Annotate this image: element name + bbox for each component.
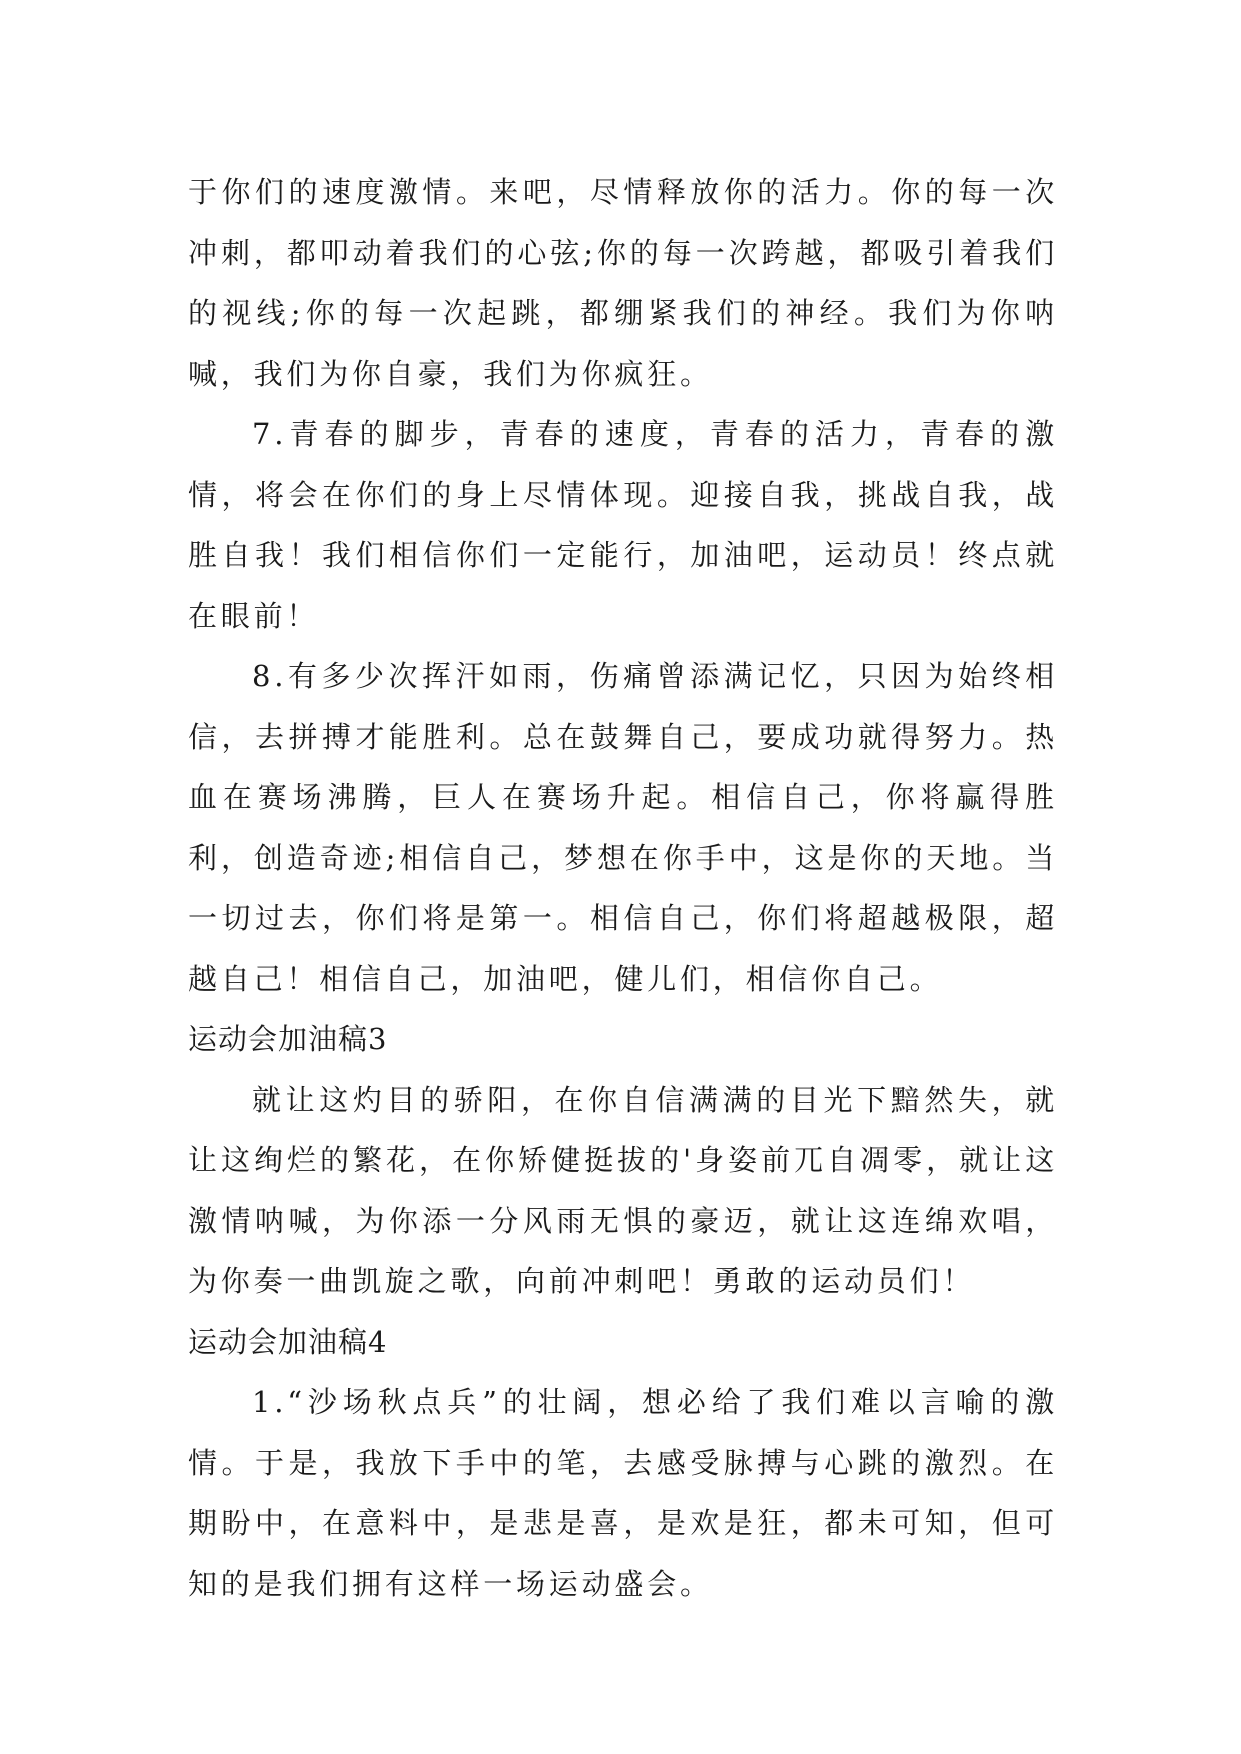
section-heading-4: 运动会加油稿4 <box>188 1324 388 1359</box>
paragraph-section-3: 就让这灼目的骄阳，在你自信满满的目光下黯然失，就让这绚烂的繁花，在你矫健挺拔的'身姿前兀自凋零，就让这激情呐喊，为你添一分风雨无惧的豪迈，就让这连绵欢唱，为你奏一曲凯旋之歌，向前冲刺吧！勇敢的运动员们！ <box>188 1082 1058 1298</box>
paragraph-item-1: 1.“沙场秋点兵”的壮阔，想必给了我们难以言喻的激情。于是，我放下手中的笔，去感受脉搏与心跳的激烈。在期盼中，在意料中，是悲是喜，是欢是狂，都未可知，但可知的是我们拥有这样一场运动盛会。 <box>188 1385 1058 1601</box>
paragraph-continuation: 于你们的速度激情。来吧，尽情释放你的活力。你的每一次冲刺，都叩动着我们的心弦;你的每一次跨越，都吸引着我们的视线;你的每一次起跳，都绷紧我们的神经。我们为你呐喊，我们为你自豪，我们为你疯狂。 <box>188 175 1058 391</box>
paragraph-item-8: 8.有多少次挥汗如雨，伤痛曾添满记忆，只因为始终相信，去拼搏才能胜利。总在鼓舞自己，要成功就得努力。热血在赛场沸腾，巨人在赛场升起。相信自己，你将赢得胜利，创造奇迹;相信自己，梦想在你手中，这是你的天地。当一切过去，你们将是第一。相信自己，你们将超越极限，超越自己！相信自己，加油吧，健儿们，相信你自己。 <box>188 659 1058 996</box>
paragraph-item-7: 7.青春的脚步，青春的速度，青春的活力，青春的激情，将会在你们的身上尽情体现。迎接自我，挑战自我，战胜自我！我们相信你们一定能行，加油吧，运动员！终点就在眼前！ <box>188 417 1058 633</box>
document-body <box>188 162 1058 1614</box>
section-heading-3: 运动会加油稿3 <box>188 1022 388 1056</box>
